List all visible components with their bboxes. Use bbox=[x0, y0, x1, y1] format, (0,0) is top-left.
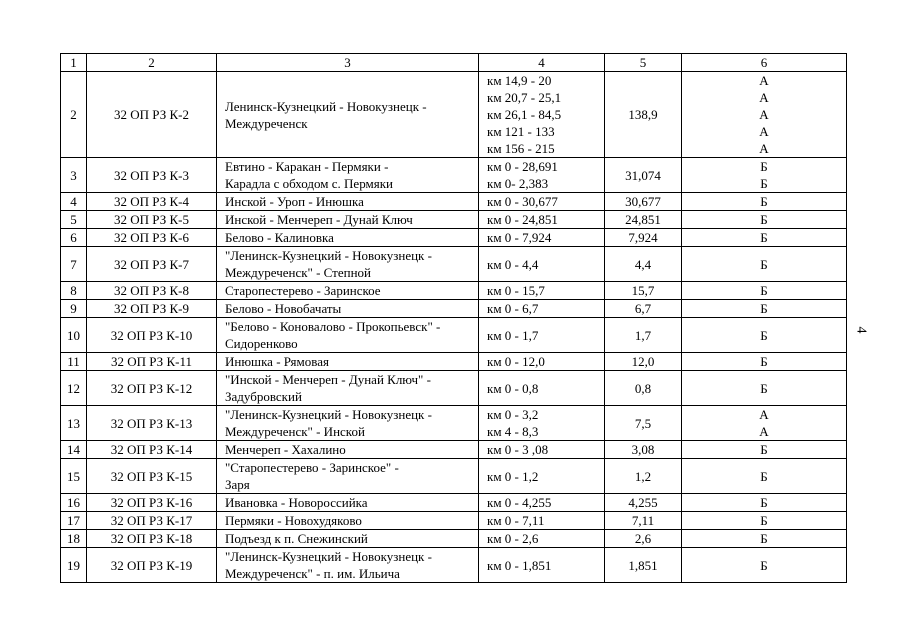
cat-line: Б bbox=[760, 256, 768, 272]
km-range bbox=[479, 530, 605, 548]
cat-line: Б bbox=[760, 513, 768, 528]
cat-line: Б bbox=[760, 442, 768, 457]
road-category bbox=[682, 371, 847, 406]
road-name bbox=[217, 300, 479, 318]
road-code: 32 ОП РЗ К-16 bbox=[87, 494, 217, 512]
road-category bbox=[682, 158, 847, 193]
table-row bbox=[61, 371, 847, 406]
row-number: 6 bbox=[61, 229, 87, 247]
km-range bbox=[479, 512, 605, 530]
name-line: Ленинск-Кузнецкий - Новокузнецк - bbox=[225, 98, 427, 114]
road-length: 12,0 bbox=[605, 353, 682, 371]
cat-line: Б bbox=[760, 380, 768, 396]
road-length: 15,7 bbox=[605, 282, 682, 300]
km-range bbox=[479, 247, 605, 282]
km-line: км 0 - 1,2 bbox=[487, 468, 539, 484]
km-range bbox=[479, 318, 605, 353]
road-length: 1,851 bbox=[605, 548, 682, 583]
road-length: 0,8 bbox=[605, 371, 682, 406]
km-line: км 156 - 215 bbox=[487, 141, 555, 156]
cat-line: Б bbox=[760, 495, 768, 510]
road-code: 32 ОП РЗ К-6 bbox=[87, 229, 217, 247]
road-code: 32 ОП РЗ К-18 bbox=[87, 530, 217, 548]
table-row bbox=[61, 247, 847, 282]
road-category bbox=[682, 441, 847, 459]
km-line: км 0 - 0,8 bbox=[487, 380, 539, 396]
table-row bbox=[61, 353, 847, 371]
table-row bbox=[61, 229, 847, 247]
road-category bbox=[682, 353, 847, 371]
road-name bbox=[217, 247, 479, 282]
row-number: 9 bbox=[61, 300, 87, 318]
cat-line: А bbox=[759, 407, 769, 422]
header-row bbox=[61, 54, 847, 72]
header-col-3: 3 bbox=[217, 54, 479, 72]
table-row bbox=[61, 494, 847, 512]
name-line: Евтино - Каракан - Пермяки - bbox=[225, 159, 389, 174]
name-line: Междуреченск" - п. им. Ильича bbox=[225, 566, 400, 581]
cat-line: Б bbox=[760, 301, 768, 316]
road-category bbox=[682, 300, 847, 318]
km-line: км 0 - 7,11 bbox=[487, 513, 545, 528]
road-category bbox=[682, 72, 847, 158]
road-category bbox=[682, 530, 847, 548]
table-row bbox=[61, 158, 847, 193]
road-name bbox=[217, 318, 479, 353]
km-range bbox=[479, 282, 605, 300]
km-range bbox=[479, 459, 605, 494]
road-length: 7,924 bbox=[605, 229, 682, 247]
table-row bbox=[61, 459, 847, 494]
cat-line: Б bbox=[760, 212, 768, 227]
row-number: 3 bbox=[61, 158, 87, 193]
road-length: 7,5 bbox=[605, 406, 682, 441]
cat-line: А bbox=[759, 424, 769, 439]
road-code: 32 ОП РЗ К-3 bbox=[87, 158, 217, 193]
road-name bbox=[217, 441, 479, 459]
road-name bbox=[217, 371, 479, 406]
km-line: км 0 - 1,7 bbox=[487, 327, 539, 343]
roads-table bbox=[60, 53, 847, 583]
road-code: 32 ОП РЗ К-19 bbox=[87, 548, 217, 583]
row-number: 19 bbox=[61, 548, 87, 583]
road-length: 6,7 bbox=[605, 300, 682, 318]
cat-line: Б bbox=[760, 531, 768, 546]
km-range bbox=[479, 72, 605, 158]
name-line: "Белово - Коновалово - Прокопьевск" - bbox=[225, 319, 441, 334]
road-category bbox=[682, 459, 847, 494]
road-category bbox=[682, 193, 847, 211]
road-name bbox=[217, 459, 479, 494]
road-name bbox=[217, 229, 479, 247]
name-line: "Ленинск-Кузнецкий - Новокузнецк - bbox=[225, 407, 432, 422]
road-length: 1,2 bbox=[605, 459, 682, 494]
road-category bbox=[682, 229, 847, 247]
km-line: км 0 - 12,0 bbox=[487, 354, 545, 369]
road-name bbox=[217, 211, 479, 229]
cat-line: Б bbox=[760, 327, 768, 343]
road-code: 32 ОП РЗ К-9 bbox=[87, 300, 217, 318]
road-category bbox=[682, 247, 847, 282]
km-line: км 26,1 - 84,5 bbox=[487, 107, 562, 122]
cat-line: Б bbox=[760, 194, 768, 209]
road-name bbox=[217, 512, 479, 530]
km-line: км 0 - 24,851 bbox=[487, 212, 558, 227]
road-code: 32 ОП РЗ К-11 bbox=[87, 353, 217, 371]
road-code: 32 ОП РЗ К-17 bbox=[87, 512, 217, 530]
row-number: 14 bbox=[61, 441, 87, 459]
road-code: 32 ОП РЗ К-4 bbox=[87, 193, 217, 211]
row-number: 16 bbox=[61, 494, 87, 512]
row-number: 15 bbox=[61, 459, 87, 494]
name-line: Подъезд к п. Снежинский bbox=[225, 531, 368, 546]
km-line: км 14,9 - 20 bbox=[487, 73, 552, 88]
road-name bbox=[217, 353, 479, 371]
row-number: 17 bbox=[61, 512, 87, 530]
km-line: км 20,7 - 25,1 bbox=[487, 90, 562, 105]
cat-line: А bbox=[759, 90, 769, 105]
road-length: 7,11 bbox=[605, 512, 682, 530]
km-range bbox=[479, 548, 605, 583]
road-length: 138,9 bbox=[605, 72, 682, 158]
name-line: Белово - Новобачаты bbox=[225, 301, 342, 316]
table-row bbox=[61, 211, 847, 229]
name-line: Междуреченск" - Инской bbox=[225, 424, 365, 439]
km-line: км 0 - 6,7 bbox=[487, 301, 539, 316]
road-code: 32 ОП РЗ К-10 bbox=[87, 318, 217, 353]
name-line: Инюшка - Рямовая bbox=[225, 354, 329, 369]
cat-line: Б bbox=[760, 283, 768, 298]
cat-line: А bbox=[759, 73, 769, 88]
cat-line: Б bbox=[760, 230, 768, 245]
km-range bbox=[479, 300, 605, 318]
km-line: км 0 - 28,691 bbox=[487, 159, 558, 174]
road-length: 4,255 bbox=[605, 494, 682, 512]
table-row bbox=[61, 512, 847, 530]
km-line: км 121 - 133 bbox=[487, 124, 555, 139]
km-range bbox=[479, 406, 605, 441]
km-line: км 0 - 3,2 bbox=[487, 407, 539, 422]
road-category bbox=[682, 494, 847, 512]
km-line: км 0 - 2,6 bbox=[487, 531, 539, 546]
road-category bbox=[682, 211, 847, 229]
name-line: "Инской - Менчереп - Дунай Ключ" - bbox=[225, 372, 431, 387]
road-name bbox=[217, 530, 479, 548]
cat-line: А bbox=[759, 107, 769, 122]
road-code: 32 ОП РЗ К-15 bbox=[87, 459, 217, 494]
cat-line: А bbox=[759, 124, 769, 139]
table-row bbox=[61, 282, 847, 300]
km-line: км 4 - 8,3 bbox=[487, 424, 539, 439]
km-line: км 0 - 7,924 bbox=[487, 230, 552, 245]
road-code: 32 ОП РЗ К-2 bbox=[87, 72, 217, 158]
road-length: 3,08 bbox=[605, 441, 682, 459]
road-name bbox=[217, 406, 479, 441]
km-line: км 0 - 4,255 bbox=[487, 495, 552, 510]
row-number: 18 bbox=[61, 530, 87, 548]
km-range bbox=[479, 229, 605, 247]
name-line: "Ленинск-Кузнецкий - Новокузнецк - bbox=[225, 248, 432, 263]
cat-line: Б bbox=[760, 468, 768, 484]
name-line: Задубровский bbox=[225, 389, 302, 404]
km-line: км 0- 2,383 bbox=[487, 176, 549, 191]
name-line: Пермяки - Новохудяково bbox=[225, 513, 362, 528]
km-range bbox=[479, 158, 605, 193]
row-number: 2 bbox=[61, 72, 87, 158]
name-line: Инской - Менчереп - Дунай Ключ bbox=[225, 212, 413, 227]
road-name bbox=[217, 548, 479, 583]
name-line: Белово - Калиновка bbox=[225, 230, 334, 245]
road-code: 32 ОП РЗ К-8 bbox=[87, 282, 217, 300]
road-name bbox=[217, 494, 479, 512]
name-line: Заря bbox=[225, 477, 250, 492]
road-name bbox=[217, 158, 479, 193]
table-row bbox=[61, 441, 847, 459]
name-line: "Старопестерево - Заринское" - bbox=[225, 460, 399, 475]
road-code: 32 ОП РЗ К-14 bbox=[87, 441, 217, 459]
row-number: 7 bbox=[61, 247, 87, 282]
road-code: 32 ОП РЗ К-7 bbox=[87, 247, 217, 282]
road-name bbox=[217, 72, 479, 158]
road-length: 24,851 bbox=[605, 211, 682, 229]
road-length: 4,4 bbox=[605, 247, 682, 282]
header-col-4: 4 bbox=[479, 54, 605, 72]
name-line: Старопестерево - Заринское bbox=[225, 283, 381, 298]
table-row bbox=[61, 530, 847, 548]
km-line: км 0 - 4,4 bbox=[487, 256, 539, 272]
road-length: 2,6 bbox=[605, 530, 682, 548]
km-range bbox=[479, 353, 605, 371]
km-line: км 0 - 3 ,08 bbox=[487, 442, 549, 457]
name-line: Карадла с обходом с. Пермяки bbox=[225, 176, 393, 191]
cat-line: Б bbox=[760, 354, 768, 369]
road-category bbox=[682, 318, 847, 353]
name-line: "Ленинск-Кузнецкий - Новокузнецк - bbox=[225, 549, 432, 564]
road-code: 32 ОП РЗ К-13 bbox=[87, 406, 217, 441]
km-range bbox=[479, 211, 605, 229]
km-line: км 0 - 15,7 bbox=[487, 283, 545, 298]
row-number: 13 bbox=[61, 406, 87, 441]
name-line: Ивановка - Новороссийка bbox=[225, 495, 368, 510]
km-range bbox=[479, 193, 605, 211]
km-range bbox=[479, 371, 605, 406]
road-code: 32 ОП РЗ К-12 bbox=[87, 371, 217, 406]
name-line: Междуреченск" - Степной bbox=[225, 265, 372, 280]
row-number: 5 bbox=[61, 211, 87, 229]
km-range bbox=[479, 441, 605, 459]
row-number: 12 bbox=[61, 371, 87, 406]
header-col-6: 6 bbox=[682, 54, 847, 72]
road-length: 1,7 bbox=[605, 318, 682, 353]
name-line: Менчереп - Хахалино bbox=[225, 442, 346, 457]
km-line: км 0 - 1,851 bbox=[487, 557, 552, 573]
road-length: 30,677 bbox=[605, 193, 682, 211]
cat-line: Б bbox=[760, 557, 768, 573]
road-category bbox=[682, 512, 847, 530]
name-line: Сидоренково bbox=[225, 336, 298, 351]
table-row bbox=[61, 318, 847, 353]
table-row bbox=[61, 548, 847, 583]
name-line: Инской - Уроп - Инюшка bbox=[225, 194, 364, 209]
road-name bbox=[217, 282, 479, 300]
cat-line: Б bbox=[760, 159, 768, 174]
header-col-1: 1 bbox=[61, 54, 87, 72]
row-number: 10 bbox=[61, 318, 87, 353]
road-length: 31,074 bbox=[605, 158, 682, 193]
road-category bbox=[682, 406, 847, 441]
cat-line: Б bbox=[760, 176, 768, 191]
name-line: Междуреченск bbox=[225, 115, 308, 131]
cat-line: А bbox=[759, 141, 769, 156]
road-category bbox=[682, 282, 847, 300]
road-code: 32 ОП РЗ К-5 bbox=[87, 211, 217, 229]
header-col-2: 2 bbox=[87, 54, 217, 72]
row-number: 11 bbox=[61, 353, 87, 371]
table-row bbox=[61, 72, 847, 158]
page-number: 4 bbox=[853, 326, 869, 334]
header-col-5: 5 bbox=[605, 54, 682, 72]
road-category bbox=[682, 548, 847, 583]
table-row bbox=[61, 406, 847, 441]
row-number: 8 bbox=[61, 282, 87, 300]
row-number: 4 bbox=[61, 193, 87, 211]
km-line: км 0 - 30,677 bbox=[487, 194, 558, 209]
table-row bbox=[61, 300, 847, 318]
km-range bbox=[479, 494, 605, 512]
table-row bbox=[61, 193, 847, 211]
road-name bbox=[217, 193, 479, 211]
